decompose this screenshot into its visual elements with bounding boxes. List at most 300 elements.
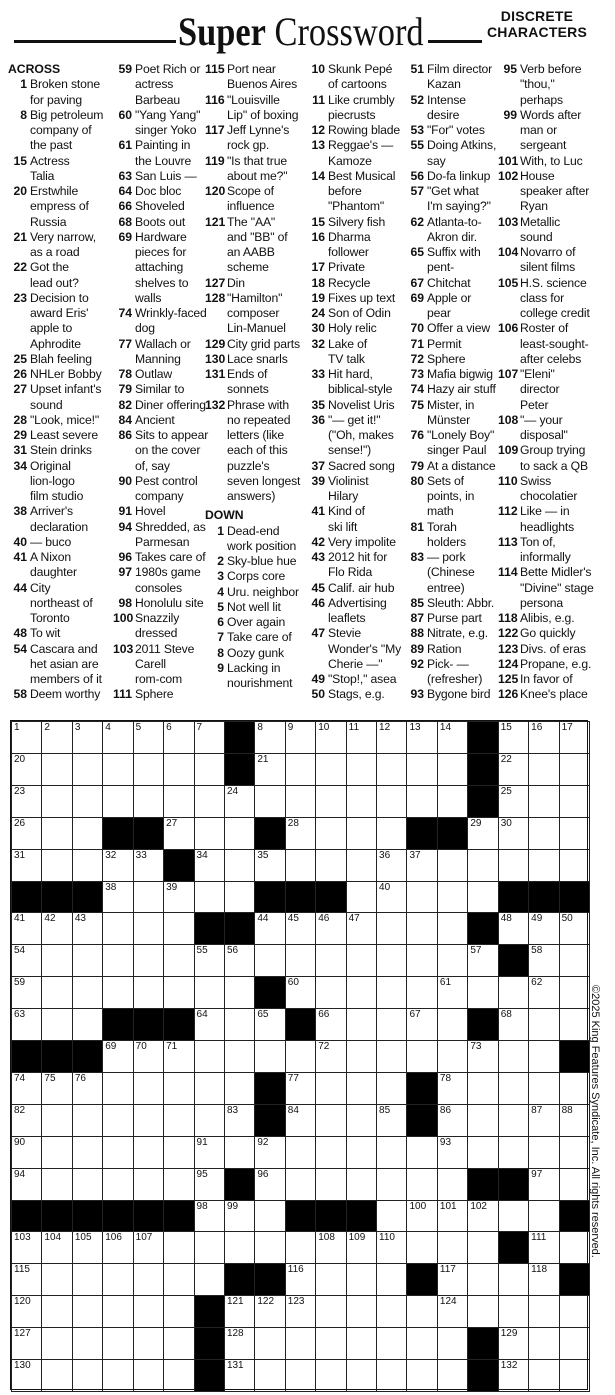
grid-cell[interactable]	[498, 912, 529, 945]
grid-cell[interactable]	[224, 1008, 255, 1041]
grid-cell[interactable]	[133, 1295, 164, 1328]
grid-cell[interactable]	[498, 1136, 529, 1169]
grid-cell[interactable]	[72, 1359, 103, 1392]
grid-cell[interactable]	[467, 881, 498, 914]
grid-cell[interactable]	[498, 817, 529, 850]
grid-cell[interactable]	[224, 976, 255, 1009]
grid-cell[interactable]	[102, 881, 133, 914]
grid-cell[interactable]	[163, 881, 194, 914]
grid-cell[interactable]	[437, 1136, 468, 1169]
grid-cell[interactable]	[528, 1295, 559, 1328]
grid-cell[interactable]	[254, 1040, 285, 1073]
grid-cell[interactable]	[224, 1200, 255, 1233]
grid-cell[interactable]	[285, 1327, 316, 1360]
grid-cell[interactable]	[224, 1295, 255, 1328]
grid-cell[interactable]	[437, 1327, 468, 1360]
grid-cell[interactable]	[528, 1200, 559, 1233]
grid-cell[interactable]	[285, 944, 316, 977]
grid-cell[interactable]	[41, 1359, 72, 1392]
grid-cell[interactable]	[102, 1136, 133, 1169]
grid-cell[interactable]	[346, 721, 377, 754]
grid-cell[interactable]	[11, 1263, 42, 1296]
grid-cell[interactable]	[285, 912, 316, 945]
grid-cell[interactable]	[528, 1104, 559, 1137]
grid-cell[interactable]	[406, 1168, 437, 1201]
grid-cell[interactable]	[467, 1200, 498, 1233]
grid-cell[interactable]	[254, 1295, 285, 1328]
grid-cell[interactable]	[315, 1295, 346, 1328]
grid-cell[interactable]	[41, 944, 72, 977]
grid-cell[interactable]	[133, 1327, 164, 1360]
grid-cell[interactable]	[376, 881, 407, 914]
grid-cell[interactable]	[224, 817, 255, 850]
grid-cell[interactable]	[11, 944, 42, 977]
grid-cell[interactable]	[559, 1231, 590, 1264]
grid-cell[interactable]	[346, 1136, 377, 1169]
grid-cell[interactable]	[285, 1040, 316, 1073]
grid-cell[interactable]	[224, 1359, 255, 1392]
grid-cell[interactable]	[559, 721, 590, 754]
grid-cell[interactable]	[163, 1263, 194, 1296]
grid-cell[interactable]	[406, 785, 437, 818]
grid-cell[interactable]	[346, 976, 377, 1009]
grid-cell[interactable]	[376, 1295, 407, 1328]
grid-cell[interactable]	[346, 1072, 377, 1105]
grid-cell[interactable]	[41, 1136, 72, 1169]
grid-cell[interactable]	[346, 1295, 377, 1328]
grid-cell[interactable]	[437, 1295, 468, 1328]
grid-cell[interactable]	[72, 1263, 103, 1296]
grid-cell[interactable]	[194, 1263, 225, 1296]
grid-cell[interactable]	[41, 1072, 72, 1105]
grid-cell[interactable]	[254, 1231, 285, 1264]
grid-cell[interactable]	[224, 785, 255, 818]
grid-cell[interactable]	[254, 944, 285, 977]
grid-cell[interactable]	[163, 1327, 194, 1360]
grid-cell[interactable]	[194, 1200, 225, 1233]
grid-cell[interactable]	[11, 1136, 42, 1169]
grid-cell[interactable]	[315, 753, 346, 786]
grid-cell[interactable]	[11, 721, 42, 754]
grid-cell[interactable]	[41, 1168, 72, 1201]
grid-cell[interactable]	[72, 1136, 103, 1169]
grid-cell[interactable]	[437, 944, 468, 977]
grid-cell[interactable]	[11, 1295, 42, 1328]
grid-cell[interactable]	[315, 1008, 346, 1041]
grid-cell[interactable]	[437, 1359, 468, 1392]
grid-cell[interactable]	[285, 785, 316, 818]
grid-cell[interactable]	[254, 1136, 285, 1169]
grid-cell[interactable]	[498, 1327, 529, 1360]
grid-cell[interactable]	[163, 817, 194, 850]
grid-cell[interactable]	[163, 1231, 194, 1264]
grid-cell[interactable]	[254, 721, 285, 754]
grid-cell[interactable]	[559, 1136, 590, 1169]
grid-cell[interactable]	[254, 1327, 285, 1360]
grid-cell[interactable]	[285, 753, 316, 786]
grid-cell[interactable]	[346, 881, 377, 914]
grid-cell[interactable]	[11, 1008, 42, 1041]
grid-cell[interactable]	[11, 785, 42, 818]
grid-cell[interactable]	[467, 944, 498, 977]
grid-cell[interactable]	[559, 1295, 590, 1328]
grid-cell[interactable]	[498, 785, 529, 818]
grid-cell[interactable]	[102, 1327, 133, 1360]
grid-cell[interactable]	[346, 1327, 377, 1360]
grid-cell[interactable]	[528, 1231, 559, 1264]
grid-cell[interactable]	[254, 1168, 285, 1201]
grid-cell[interactable]	[194, 753, 225, 786]
grid-cell[interactable]	[254, 753, 285, 786]
grid-cell[interactable]	[194, 721, 225, 754]
grid-cell[interactable]	[224, 1072, 255, 1105]
grid-cell[interactable]	[376, 1040, 407, 1073]
grid-cell[interactable]	[346, 817, 377, 850]
grid-cell[interactable]	[559, 849, 590, 882]
grid-cell[interactable]	[11, 817, 42, 850]
grid-cell[interactable]	[224, 881, 255, 914]
grid-cell[interactable]	[376, 1104, 407, 1137]
grid-cell[interactable]	[72, 1104, 103, 1137]
grid-cell[interactable]	[41, 721, 72, 754]
grid-cell[interactable]	[406, 849, 437, 882]
grid-cell[interactable]	[437, 1200, 468, 1233]
grid-cell[interactable]	[437, 976, 468, 1009]
grid-cell[interactable]	[346, 1040, 377, 1073]
grid-cell[interactable]	[133, 1040, 164, 1073]
grid-cell[interactable]	[72, 1327, 103, 1360]
grid-cell[interactable]	[498, 1295, 529, 1328]
grid-cell[interactable]	[224, 849, 255, 882]
grid-cell[interactable]	[285, 1231, 316, 1264]
grid-cell[interactable]	[437, 1168, 468, 1201]
grid-cell[interactable]	[102, 1040, 133, 1073]
grid-cell[interactable]	[224, 1040, 255, 1073]
grid-cell[interactable]	[559, 944, 590, 977]
grid-cell[interactable]	[133, 976, 164, 1009]
grid-cell[interactable]	[346, 912, 377, 945]
grid-cell[interactable]	[224, 1231, 255, 1264]
grid-cell[interactable]	[467, 849, 498, 882]
grid-cell[interactable]	[163, 912, 194, 945]
grid-cell[interactable]	[346, 1104, 377, 1137]
grid-cell[interactable]	[163, 1295, 194, 1328]
grid-cell[interactable]	[163, 944, 194, 977]
grid-cell[interactable]	[559, 1072, 590, 1105]
grid-cell[interactable]	[315, 1168, 346, 1201]
grid-cell[interactable]	[346, 1168, 377, 1201]
grid-cell[interactable]	[194, 817, 225, 850]
grid-cell[interactable]	[528, 976, 559, 1009]
grid-cell[interactable]	[163, 1040, 194, 1073]
grid-cell[interactable]	[528, 1263, 559, 1296]
grid-cell[interactable]	[376, 1136, 407, 1169]
grid-cell[interactable]	[528, 1072, 559, 1105]
grid-cell[interactable]	[376, 1168, 407, 1201]
grid-cell[interactable]	[11, 912, 42, 945]
grid-cell[interactable]	[285, 1136, 316, 1169]
grid-cell[interactable]	[406, 1295, 437, 1328]
grid-cell[interactable]	[376, 944, 407, 977]
grid-cell[interactable]	[194, 944, 225, 977]
grid-cell[interactable]	[498, 1008, 529, 1041]
grid-cell[interactable]	[467, 1072, 498, 1105]
grid-cell[interactable]	[437, 912, 468, 945]
grid-cell[interactable]	[437, 785, 468, 818]
grid-cell[interactable]	[498, 849, 529, 882]
grid-cell[interactable]	[224, 1104, 255, 1137]
grid-cell[interactable]	[528, 753, 559, 786]
grid-cell[interactable]	[254, 849, 285, 882]
grid-cell[interactable]	[72, 721, 103, 754]
grid-cell[interactable]	[559, 753, 590, 786]
grid-cell[interactable]	[498, 753, 529, 786]
grid-cell[interactable]	[467, 1104, 498, 1137]
grid-cell[interactable]	[376, 1327, 407, 1360]
grid-cell[interactable]	[406, 1008, 437, 1041]
grid-cell[interactable]	[41, 1008, 72, 1041]
grid-cell[interactable]	[315, 976, 346, 1009]
grid-cell[interactable]	[72, 817, 103, 850]
grid-cell[interactable]	[376, 849, 407, 882]
grid-cell[interactable]	[133, 785, 164, 818]
grid-cell[interactable]	[133, 753, 164, 786]
grid-cell[interactable]	[528, 912, 559, 945]
grid-cell[interactable]	[133, 1136, 164, 1169]
grid-cell[interactable]	[163, 721, 194, 754]
grid-cell[interactable]	[437, 721, 468, 754]
grid-cell[interactable]	[528, 817, 559, 850]
grid-cell[interactable]	[285, 849, 316, 882]
grid-cell[interactable]	[437, 1008, 468, 1041]
grid-cell[interactable]	[376, 1263, 407, 1296]
grid-cell[interactable]	[498, 1104, 529, 1137]
grid-cell[interactable]	[194, 1040, 225, 1073]
grid-cell[interactable]	[376, 785, 407, 818]
grid-cell[interactable]	[376, 1359, 407, 1392]
grid-cell[interactable]	[376, 817, 407, 850]
grid-cell[interactable]	[437, 753, 468, 786]
grid-cell[interactable]	[528, 849, 559, 882]
grid-cell[interactable]	[72, 944, 103, 977]
grid-cell[interactable]	[406, 1231, 437, 1264]
grid-cell[interactable]	[346, 944, 377, 977]
grid-cell[interactable]	[346, 1231, 377, 1264]
grid-cell[interactable]	[163, 785, 194, 818]
grid-cell[interactable]	[346, 1263, 377, 1296]
grid-cell[interactable]	[285, 1072, 316, 1105]
grid-cell[interactable]	[406, 1327, 437, 1360]
grid-cell[interactable]	[102, 721, 133, 754]
grid-cell[interactable]	[285, 1295, 316, 1328]
grid-cell[interactable]	[406, 976, 437, 1009]
grid-cell[interactable]	[559, 1359, 590, 1392]
grid-cell[interactable]	[163, 1136, 194, 1169]
grid-cell[interactable]	[102, 1104, 133, 1137]
grid-cell[interactable]	[528, 1136, 559, 1169]
grid-cell[interactable]	[315, 785, 346, 818]
grid-cell[interactable]	[194, 976, 225, 1009]
grid-cell[interactable]	[102, 912, 133, 945]
grid-cell[interactable]	[467, 1040, 498, 1073]
grid-cell[interactable]	[346, 1008, 377, 1041]
grid-cell[interactable]	[315, 1072, 346, 1105]
grid-cell[interactable]	[194, 1168, 225, 1201]
grid-cell[interactable]	[376, 912, 407, 945]
grid-cell[interactable]	[406, 1359, 437, 1392]
grid-cell[interactable]	[406, 912, 437, 945]
grid-cell[interactable]	[102, 944, 133, 977]
grid-cell[interactable]	[559, 1168, 590, 1201]
grid-cell[interactable]	[559, 976, 590, 1009]
grid-cell[interactable]	[133, 1168, 164, 1201]
grid-cell[interactable]	[315, 912, 346, 945]
grid-cell[interactable]	[41, 1295, 72, 1328]
grid-cell[interactable]	[194, 1072, 225, 1105]
grid-cell[interactable]	[133, 944, 164, 977]
grid-cell[interactable]	[254, 912, 285, 945]
grid-cell[interactable]	[315, 1359, 346, 1392]
grid-cell[interactable]	[406, 881, 437, 914]
grid-cell[interactable]	[41, 849, 72, 882]
grid-cell[interactable]	[285, 1168, 316, 1201]
grid-cell[interactable]	[498, 1200, 529, 1233]
grid-cell[interactable]	[102, 753, 133, 786]
grid-cell[interactable]	[376, 1200, 407, 1233]
grid-cell[interactable]	[528, 1359, 559, 1392]
grid-cell[interactable]	[315, 1231, 346, 1264]
grid-cell[interactable]	[437, 1072, 468, 1105]
grid-cell[interactable]	[163, 1168, 194, 1201]
grid-cell[interactable]	[11, 753, 42, 786]
grid-cell[interactable]	[11, 1327, 42, 1360]
grid-cell[interactable]	[346, 849, 377, 882]
grid-cell[interactable]	[528, 785, 559, 818]
grid-cell[interactable]	[437, 1231, 468, 1264]
grid-cell[interactable]	[437, 1104, 468, 1137]
grid-cell[interactable]	[102, 849, 133, 882]
grid-cell[interactable]	[528, 1008, 559, 1041]
crossword-grid[interactable]	[10, 720, 588, 1390]
grid-cell[interactable]	[254, 1200, 285, 1233]
grid-cell[interactable]	[315, 944, 346, 977]
grid-cell[interactable]	[315, 817, 346, 850]
grid-cell[interactable]	[41, 976, 72, 1009]
grid-cell[interactable]	[376, 1008, 407, 1041]
grid-cell[interactable]	[528, 944, 559, 977]
grid-cell[interactable]	[194, 785, 225, 818]
grid-cell[interactable]	[102, 1295, 133, 1328]
grid-cell[interactable]	[437, 849, 468, 882]
grid-cell[interactable]	[194, 1231, 225, 1264]
grid-cell[interactable]	[346, 785, 377, 818]
grid-cell[interactable]	[315, 1136, 346, 1169]
grid-cell[interactable]	[376, 721, 407, 754]
grid-cell[interactable]	[133, 849, 164, 882]
grid-cell[interactable]	[41, 1104, 72, 1137]
grid-cell[interactable]	[559, 1104, 590, 1137]
grid-cell[interactable]	[102, 1359, 133, 1392]
grid-cell[interactable]	[285, 1359, 316, 1392]
grid-cell[interactable]	[102, 1072, 133, 1105]
grid-cell[interactable]	[194, 881, 225, 914]
grid-cell[interactable]	[72, 785, 103, 818]
grid-cell[interactable]	[102, 976, 133, 1009]
grid-cell[interactable]	[41, 912, 72, 945]
grid-cell[interactable]	[41, 1263, 72, 1296]
grid-cell[interactable]	[102, 1168, 133, 1201]
grid-cell[interactable]	[72, 1072, 103, 1105]
grid-cell[interactable]	[11, 1359, 42, 1392]
grid-cell[interactable]	[72, 1295, 103, 1328]
grid-cell[interactable]	[406, 1200, 437, 1233]
grid-cell[interactable]	[559, 1008, 590, 1041]
grid-cell[interactable]	[163, 1104, 194, 1137]
grid-cell[interactable]	[11, 1168, 42, 1201]
grid-cell[interactable]	[285, 976, 316, 1009]
grid-cell[interactable]	[194, 1008, 225, 1041]
grid-cell[interactable]	[133, 1263, 164, 1296]
grid-cell[interactable]	[498, 1072, 529, 1105]
grid-cell[interactable]	[528, 1327, 559, 1360]
grid-cell[interactable]	[72, 849, 103, 882]
grid-cell[interactable]	[224, 944, 255, 977]
grid-cell[interactable]	[133, 912, 164, 945]
grid-cell[interactable]	[11, 849, 42, 882]
grid-cell[interactable]	[72, 912, 103, 945]
grid-cell[interactable]	[224, 1327, 255, 1360]
grid-cell[interactable]	[163, 1072, 194, 1105]
grid-cell[interactable]	[41, 1327, 72, 1360]
grid-cell[interactable]	[467, 1231, 498, 1264]
grid-cell[interactable]	[285, 1263, 316, 1296]
grid-cell[interactable]	[315, 1104, 346, 1137]
grid-cell[interactable]	[437, 881, 468, 914]
grid-cell[interactable]	[498, 1040, 529, 1073]
grid-cell[interactable]	[498, 1263, 529, 1296]
grid-cell[interactable]	[133, 1359, 164, 1392]
grid-cell[interactable]	[285, 721, 316, 754]
grid-cell[interactable]	[254, 1008, 285, 1041]
grid-cell[interactable]	[406, 1040, 437, 1073]
grid-cell[interactable]	[346, 1359, 377, 1392]
grid-cell[interactable]	[72, 1231, 103, 1264]
grid-cell[interactable]	[133, 1231, 164, 1264]
grid-cell[interactable]	[406, 721, 437, 754]
grid-cell[interactable]	[467, 817, 498, 850]
grid-cell[interactable]	[315, 1263, 346, 1296]
grid-cell[interactable]	[102, 785, 133, 818]
grid-cell[interactable]	[102, 1263, 133, 1296]
grid-cell[interactable]	[102, 1231, 133, 1264]
grid-cell[interactable]	[194, 1104, 225, 1137]
grid-cell[interactable]	[467, 976, 498, 1009]
grid-cell[interactable]	[72, 753, 103, 786]
grid-cell[interactable]	[406, 944, 437, 977]
grid-cell[interactable]	[163, 1359, 194, 1392]
grid-cell[interactable]	[285, 1104, 316, 1137]
grid-cell[interactable]	[194, 1136, 225, 1169]
grid-cell[interactable]	[376, 1231, 407, 1264]
grid-cell[interactable]	[528, 1040, 559, 1073]
grid-cell[interactable]	[559, 785, 590, 818]
grid-cell[interactable]	[133, 721, 164, 754]
grid-cell[interactable]	[285, 817, 316, 850]
grid-cell[interactable]	[559, 817, 590, 850]
grid-cell[interactable]	[133, 1072, 164, 1105]
grid-cell[interactable]	[528, 721, 559, 754]
grid-cell[interactable]	[224, 1136, 255, 1169]
